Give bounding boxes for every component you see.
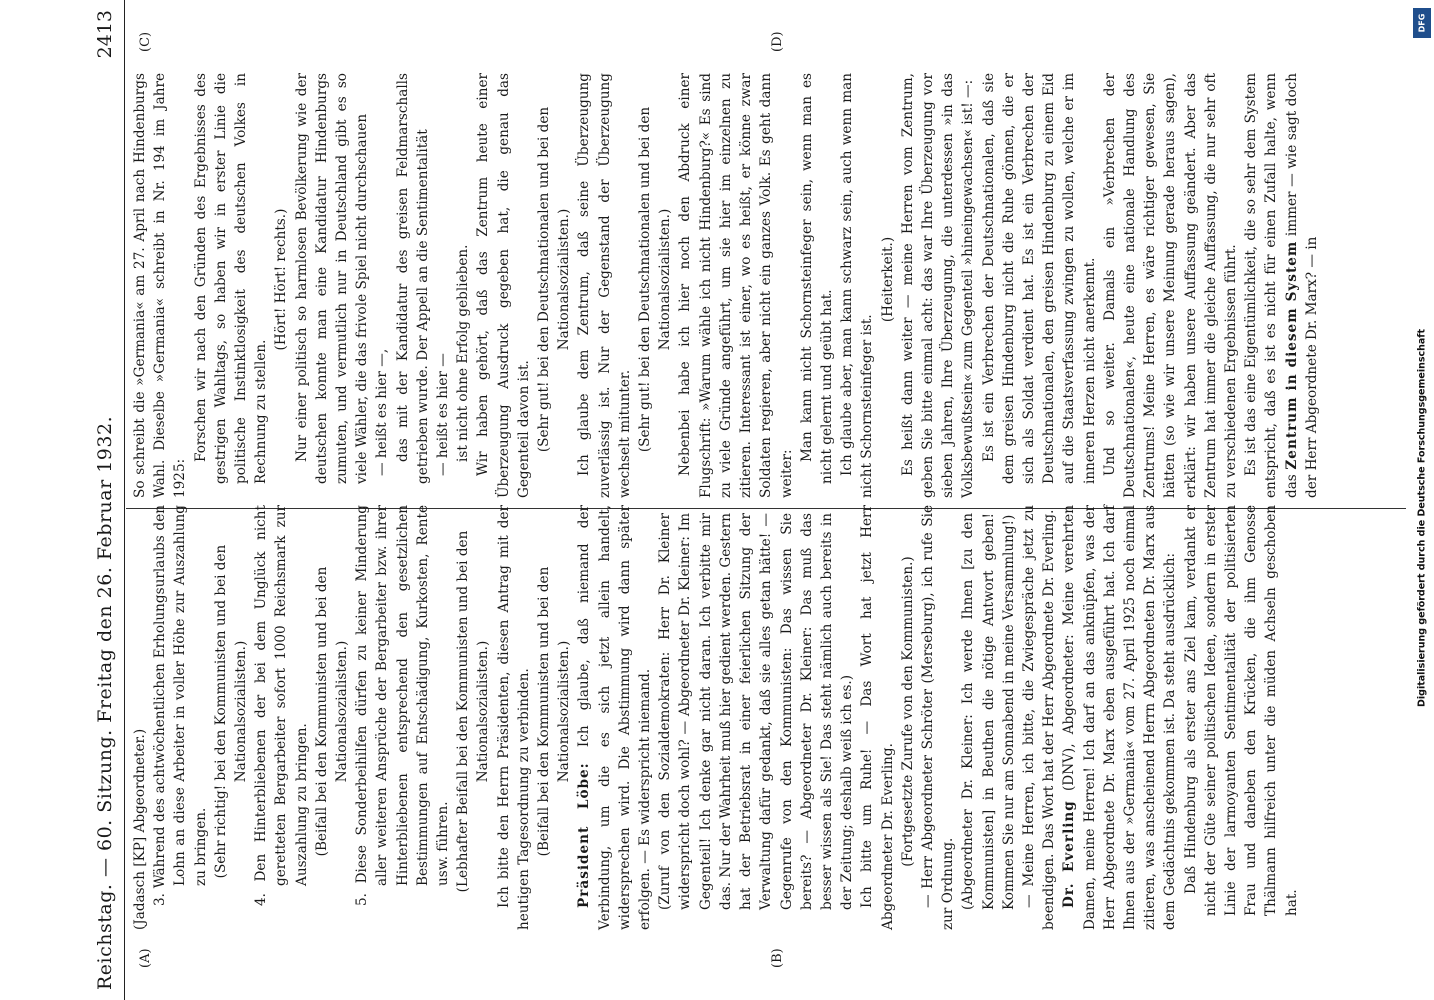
interjection: (Heiterkeit.)	[879, 236, 896, 323]
sidebar-credit	[1412, 8, 1432, 988]
text-paragraph: Ich glaube dem Zentrum, daß seine Überzeugung zuverlässig ist. Nur der Gegenstand der Überzeugung wechselt mitunter.	[576, 73, 633, 498]
dfg-logo-text: DFG	[1417, 13, 1427, 33]
digitization-credit: Digitalisierung gefördert durch die Deutsche Forschungsgemeinschaft	[1416, 329, 1428, 707]
text-paragraph: 3. Während des achtwöchentlichen Erholungsurlaubs den Lohn an diese Arbeiter in voller Höhe zur Auszahlung zu bringen.	[152, 505, 209, 906]
dfg-logo	[1413, 8, 1431, 38]
interjection: (Hört! Hört! rechts.)	[273, 208, 290, 351]
text-paragraph: Ich bitte den Herrn Präsidenten, diesen Antrag mit der heutigen Tagesordnung zu verbinden.	[495, 505, 532, 930]
margin-mark-a: (A)	[138, 948, 153, 968]
text-paragraph: Forschen wir nach den Gründen des Ergebnisses des gestrigen Wahltags, so haben wir in erster Linie die politische Instinktlosigkeit des deutschen Volkes in Rechnung zu stellen.	[192, 73, 270, 484]
text-paragraph: Es heißt dann weiter — meine Herren vom Zentrum, geben Sie bitte einmal acht: das war Ihre Überzeugung vor sieben Jahren, Ihre Überzeugung, die unterdessen »in das Volksbewußtsein« zum Gegenteil »hineingewachsen« ist! —:	[899, 73, 977, 498]
text-paragraph: Nur einer politisch so harmlosen Bevölkerung wie der deutschen konnte man eine Kandidatur Hindenburgs zumuten, und vermutlich nur in Deutschland gibt es so viele Wähler, die das frivole Spiel nicht durchschauen	[293, 73, 371, 484]
interjection: (Lebhafter Beifall bei den Kommunisten und bei den Nationalsozialisten.)	[455, 530, 492, 893]
interjection: (Sehr richtig! bei den Kommunisten und bei den Nationalsozialisten.)	[212, 544, 250, 879]
text-paragraph: Präsident Löbe: Ich glaube, daß niemand der Verbindung, um die es sich jetzt allein handelt, widersprechen wird. Die Abstimmung wird dann später erfolgen. — Es widerspricht niemand.	[576, 505, 654, 930]
interjection: (Sehr gut! bei den Deutschnationalen und bei den Nationalsozialisten.)	[637, 106, 674, 453]
interjection: (Abgeordneter Dr. Kleiner: Ich werde Ihnen [zu den Kommunisten] in Beuthen die nötige Antwort geben! Kommen Sie nur am Sonnabend in meine Versammlung!)	[960, 513, 1017, 910]
text-paragraph: das mit der Kandidatur des greisen Feldmarschalls getrieben wurde. Der Appell an die Sentimentalität	[394, 73, 431, 484]
right-column	[130, 73, 1322, 498]
text-paragraph: — Meine Herren, ich bitte, die Zwiegespräche jetzt zu beendigen. Das Wort hat der Herr Abgeordnete Dr. Everling.	[1020, 505, 1058, 930]
interjection: (Beifall bei den Kommunisten und bei den Nationalsozialisten.)	[313, 566, 351, 857]
text-paragraph: Es ist das eine Eigentümlichkeit, die so sehr dem System entspricht, daß es ist es nicht für einen Zufall halte, wenn das Zentrum in diesem System immer — wie sagt doch der Herr Abgeordnete Dr. Marx? — in	[1243, 73, 1320, 498]
margin-mark-c: (C)	[138, 31, 153, 52]
interjection: (Fortgesetzte Zurufe von den Kommunisten.)	[899, 556, 916, 867]
text-paragraph: Ich glaube aber, man kann schwarz sein, auch wenn man nicht Schornsteinfeger ist.	[839, 73, 876, 498]
header-title: Reichstag. — 60. Sitzung. Freitag den 26. Februar 1932.	[94, 415, 116, 990]
text-paragraph: Man kann nicht Schornsteinfeger sein, wenn man es nicht gelernt und geübt hat.	[798, 73, 835, 484]
text-paragraph: So schreibt die »Germania« am 27. April nach Hindenburgs Wahl. Dieselbe »Germania« schreibt in Nr. 194 im Jahre 1925:	[132, 73, 189, 498]
text-paragraph: — heißt es hier —	[435, 353, 452, 476]
text-paragraph: (Jadasch [KP] Abgeordneter.)	[132, 728, 148, 930]
text-paragraph: 4. Den Hinterbliebenen der bei dem Unglück nicht geretteten Bergarbeiter sofort 1000 Reichsmark zur Auszahlung zu bringen.	[253, 505, 310, 906]
text-paragraph: 5. Diese Sonderbeihilfen dürfen zu keiner Minderung aller weiteren Ansprüche der Bergarbeiter bzw. ihrer Hinterbliebenen entsprechend den gesetzlichen Bestimmungen auf Entschädigung, Kurkosten, Rente usw. führen.	[354, 505, 452, 906]
interjection: (Beifall bei den Kommunisten und bei den Nationalsozialisten.)	[536, 566, 573, 857]
page-header	[80, 0, 125, 1000]
left-column	[130, 505, 1302, 930]
text-paragraph: Es ist ein Verbrechen der Deutschnationalen, daß sie dem greisen Hindenburg nicht die Ruhe gönnen, die er sich als Soldat verdient hat. Es ist ein Verbrechen der Deutschnationalen, den greisen Hindenburg zu einem Eid auf die Staatsverfassung zwingen zu wollen, welche er im inneren Herzen nicht anerkennt.	[980, 73, 1098, 484]
text-paragraph: — heißt es hier —,	[374, 348, 391, 476]
text-paragraph: Dr. Everling (DNV), Abgeordneter: Meine verehrten Damen, meine Herren! Ich darf an das anknüpfen, was der Herr Abgeordnete Dr. Marx eben ausgeführt hat. Ich darf Ihnen aus der »Germania« vom 27. April 1925 noch einmal zitieren, was anscheinend Herrn Abgeordneten Dr. Marx aus dem Gedächtnis gekommen ist. Da steht ausdrücklich:	[1061, 505, 1179, 930]
interjection: (Zuruf von den Sozialdemokraten: Herr Dr. Kleiner widerspricht doch wohl? — Abgeordneter Dr. Kleiner: Im Gegenteil! Ich denke gar nicht daran. Ich verbitte mir das. Nur der Wahrheit muß hier gedient werden. Gestern hat der Betriebsrat in einer feierlichen Sitzung der Verwaltung dafür gedankt, daß sie alles getan hätte! — Gegenrufe von den Kommunisten: Das wissen Sie bereits? — Abgeordneter Dr. Kleiner: Das muß das besser wissen als Sie! Das steht nämlich auch bereits in der Zeitung; deshalb weiß ich es.)	[657, 513, 856, 910]
text-paragraph: Nebenbei habe ich hier noch den Abdruck einer Flugschrift: »Warum wähle ich nicht Hindenburg?« Es sind zu viele Gründe angeführt, um sie hier im einzelnen zu zitieren. Interessant ist einer, wo es heißt, er könne zwar Soldaten regieren, aber nicht ein ganzes Volk. Es geht dann weiter:	[677, 73, 795, 498]
text-paragraph: ist nicht ohne Erfolg geblieben.	[455, 244, 472, 462]
interjection: (Sehr gut! bei den Deutschnationalen und bei den Nationalsozialisten.)	[536, 106, 573, 453]
rotated-page-content	[80, 0, 1410, 1000]
text-paragraph: — Herr Abgeordneter Schröter (Merseburg), ich rufe Sie zur Ordnung.	[919, 505, 957, 930]
text-paragraph: Und so weiter. Damals ein »Verbrechen der Deutschnationalen«, heute eine nationale Handlung des Zentrums! Meine Herren, es wäre richtiger gewesen, Sie hätten (so wie wir unsere Meinung gerade heraus sagen), erklärt: wir haben unsere Auffassung geändert. Aber das Zentrum hat immer die gleiche Auffassung, die nur sehr oft zu verschiedenen Ergebnissen führt.	[1101, 73, 1239, 498]
text-paragraph: Ich bitte um Ruhe! — Das Wort hat jetzt Herr Abgeordneter Dr. Everling.	[859, 505, 896, 930]
margin-mark-b: (B)	[770, 948, 785, 968]
page-number: 2413	[94, 10, 116, 59]
margin-mark-d: (D)	[770, 31, 785, 52]
text-paragraph: Wir haben gehört, daß das Zentrum heute einer Überzeugung Ausdruck gegeben hat, die genau das Gegenteil davon ist.	[475, 73, 532, 498]
text-paragraph: Daß Hindenburg als erster ans Ziel kam, verdankt er nicht der Güte seiner politischen Ideen, sondern in erster Linie der larmoyanten Sentimentalität der politisierten Frau und daneben den Krücken, die ihm Genosse Thälmann hilfreich unter die müden Achseln geschoben hat.	[1182, 505, 1300, 916]
